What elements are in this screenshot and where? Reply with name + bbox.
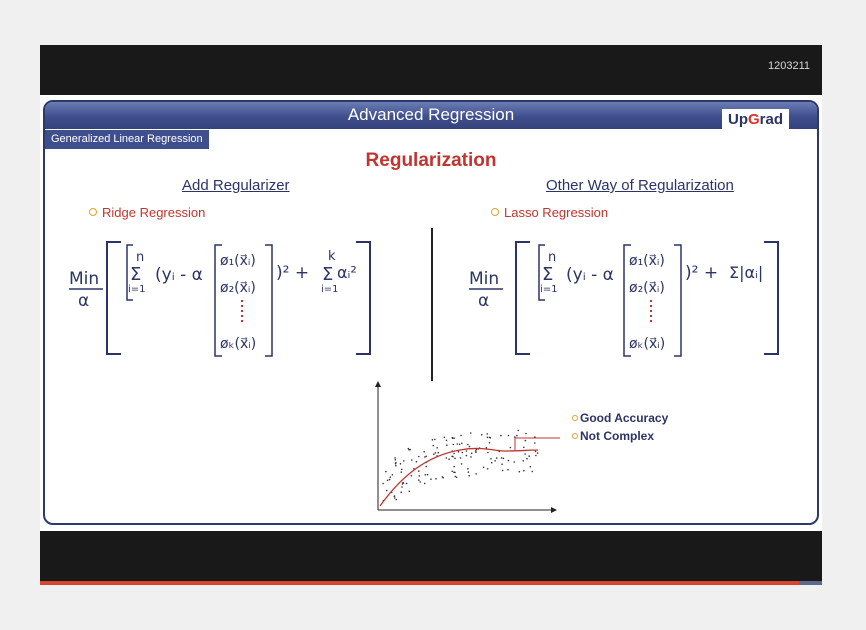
bullet-icon — [572, 415, 578, 421]
scatter-point — [394, 457, 396, 459]
scatter-point — [418, 456, 420, 458]
scatter-point — [483, 467, 485, 469]
scatter-point — [453, 437, 455, 439]
player-bottom-bar[interactable] — [40, 531, 822, 581]
video-id-label: 1203211 — [767, 60, 810, 72]
scatter-point — [401, 471, 403, 473]
scatter-point — [489, 442, 491, 444]
ridge-phi-1: ø₁(x⃗ᵢ) — [220, 253, 256, 269]
scatter-point — [508, 460, 510, 462]
scatter-point — [462, 452, 464, 454]
column-divider — [431, 228, 433, 381]
scatter-point — [419, 475, 421, 477]
scatter-point — [466, 455, 468, 457]
scatter-point — [425, 466, 427, 468]
scatter-point — [392, 474, 394, 476]
ridge-phi-k: øₖ(x⃗ᵢ) — [220, 336, 257, 352]
scatter-point — [452, 437, 454, 439]
scatter-point — [395, 465, 397, 467]
player-top-bar — [40, 45, 822, 95]
scatter-point — [453, 466, 455, 468]
scatter-point — [444, 437, 446, 439]
scatter-point — [532, 471, 534, 473]
scatter-point — [433, 453, 435, 455]
lasso-y-term: (yᵢ - α — [566, 265, 614, 285]
scatter-point — [475, 473, 477, 475]
scatter-point — [524, 453, 526, 455]
scatter-fit-chart — [370, 378, 560, 514]
ridge-min-text: Min — [69, 269, 100, 289]
ridge-sum-top: n — [136, 250, 145, 265]
scatter-point — [469, 446, 471, 448]
scatter-point — [418, 470, 420, 472]
scatter-point — [534, 442, 536, 444]
scatter-point — [453, 471, 455, 473]
scatter-point — [408, 448, 410, 450]
lasso-phi-k: øₖ(x⃗ᵢ) — [629, 336, 666, 352]
scatter-point — [501, 457, 503, 459]
scatter-point — [435, 478, 437, 480]
scatter-point — [494, 460, 496, 462]
lasso-alpha-text: α — [478, 291, 490, 311]
scatter-point — [430, 478, 432, 480]
scatter-point — [395, 459, 397, 461]
scatter-point — [490, 437, 492, 439]
scatter-point — [411, 459, 413, 461]
scatter-point — [432, 439, 434, 441]
scatter-point — [389, 479, 391, 481]
scatter-point — [453, 453, 455, 455]
scatter-point — [528, 455, 530, 457]
ridge-reg-sum: Σ — [322, 264, 334, 285]
scatter-point — [442, 476, 444, 478]
ridge-regression-label: Ridge Regression — [89, 205, 205, 220]
scatter-point — [402, 482, 404, 484]
scatter-point — [454, 458, 456, 460]
ridge-reg-term: αᵢ² — [337, 263, 357, 282]
scatter-point — [395, 462, 397, 464]
slide-area — [40, 95, 822, 531]
scatter-point — [522, 460, 524, 462]
scatter-point — [467, 468, 469, 470]
scatter-point — [396, 499, 398, 501]
slide-heading: Regularization — [365, 150, 497, 171]
scatter-point — [471, 453, 473, 455]
scatter-point — [438, 452, 440, 454]
scatter-point — [516, 435, 518, 437]
scatter-point — [448, 458, 450, 460]
scatter-point — [433, 445, 435, 447]
scatter-point — [507, 469, 509, 471]
bullet-icon — [491, 208, 499, 216]
scatter-point — [487, 452, 489, 454]
scatter-point — [535, 451, 537, 453]
progress-bar[interactable] — [40, 581, 822, 585]
scatter-point — [453, 444, 455, 446]
scatter-point — [427, 474, 429, 476]
scatter-point — [423, 451, 425, 453]
scatter-point — [411, 475, 413, 477]
scatter-point — [406, 483, 408, 485]
lasso-min-text: Min — [469, 269, 500, 289]
scatter-point — [418, 479, 420, 481]
lasso-phi-2: ø₂(x⃗ᵢ) — [629, 280, 665, 296]
ridge-alpha-text: α — [78, 291, 90, 311]
scatter-point — [467, 444, 469, 446]
scatter-point — [503, 458, 505, 460]
scatter-point — [458, 451, 460, 453]
scatter-point — [434, 439, 436, 441]
scatter-point — [508, 435, 510, 437]
scatter-point — [470, 432, 472, 434]
scatter-point — [461, 463, 463, 465]
scatter-point — [461, 443, 463, 445]
brand-logo: UpGrad — [722, 109, 789, 131]
scatter-point — [409, 491, 411, 493]
lasso-sum-top: n — [548, 250, 557, 265]
fit-curve — [380, 448, 538, 506]
bullet-icon — [572, 433, 578, 439]
lasso-regression-label: Lasso Regression — [491, 205, 608, 220]
scatter-point — [403, 460, 405, 462]
scatter-point — [394, 497, 396, 499]
scatter-point — [510, 447, 512, 449]
scatter-point — [416, 461, 418, 463]
scatter-point — [446, 444, 448, 446]
scatter-point — [382, 483, 384, 485]
legend-good-accuracy: Good Accuracy — [572, 411, 668, 425]
ridge-reg-bottom: i=1 — [321, 284, 339, 295]
scatter-point — [446, 457, 448, 459]
scatter-point — [517, 430, 519, 432]
scatter-point — [475, 451, 477, 453]
ridge-sum-bottom: i=1 — [128, 284, 146, 295]
scatter-point — [486, 447, 488, 449]
scatter-point — [491, 462, 493, 464]
ridge-reg-top: k — [328, 249, 336, 264]
scatter-point — [401, 469, 403, 471]
scatter-point — [456, 477, 458, 479]
lasso-reg-term: Σ|αᵢ| — [729, 263, 764, 282]
scatter-point — [457, 443, 459, 445]
lasso-close-term: )² + — [685, 263, 719, 283]
legend-not-complex: Not Complex — [572, 429, 654, 443]
scatter-point — [387, 480, 389, 482]
scatter-point — [490, 458, 492, 460]
scatter-point — [496, 457, 498, 459]
scatter-point — [455, 476, 457, 478]
scatter-point — [466, 450, 468, 452]
progress-fill — [40, 581, 799, 585]
scatter-point — [451, 471, 453, 473]
scatter-point — [530, 466, 532, 468]
scatter-point — [470, 456, 472, 458]
lasso-formula — [469, 242, 778, 356]
scatter-point — [401, 486, 403, 488]
section-label: Generalized Linear Regression — [45, 130, 209, 149]
slide-frame — [43, 100, 819, 525]
ridge-sum-symbol: Σ — [130, 264, 142, 285]
video-player[interactable] — [40, 45, 822, 585]
scatter-point — [400, 491, 402, 493]
scatter-point — [425, 456, 427, 458]
slide-title: Advanced Regression — [347, 105, 515, 124]
scatter-point — [519, 471, 521, 473]
scatter-point — [523, 470, 525, 472]
scatter-point — [460, 457, 462, 459]
scatter-point — [501, 463, 503, 465]
scatter-point — [468, 475, 470, 477]
scatter-point — [425, 474, 427, 476]
scatter-point — [537, 452, 539, 454]
ridge-phi-2: ø₂(x⃗ᵢ) — [220, 280, 256, 296]
lasso-phi-1: ø₁(x⃗ᵢ) — [629, 253, 665, 269]
ridge-y-term: (yᵢ - α — [155, 265, 203, 285]
scatter-point — [513, 461, 515, 463]
scatter-point — [394, 496, 396, 498]
scatter-point — [390, 476, 392, 478]
scatter-point — [400, 463, 402, 465]
scatter-point — [435, 452, 437, 454]
scatter-point — [386, 490, 388, 492]
scatter-point — [385, 471, 387, 473]
scatter-point — [502, 470, 504, 472]
scatter-point — [468, 471, 470, 473]
scatter-point — [526, 458, 528, 460]
lasso-sum-bottom: i=1 — [540, 284, 558, 295]
left-column-title: Add Regularizer — [182, 177, 290, 194]
scatter-point — [419, 481, 421, 483]
scatter-point — [523, 447, 525, 449]
scatter-point — [487, 468, 489, 470]
scatter-point — [525, 433, 527, 435]
scatter-point — [487, 437, 489, 439]
scatter-point — [459, 444, 461, 446]
scatter-point — [525, 440, 527, 442]
scatter-point — [451, 456, 453, 458]
ridge-close-term: )² + — [276, 263, 310, 283]
scatter-point — [481, 434, 483, 436]
scatter-point — [460, 435, 462, 437]
scatter-point — [436, 447, 438, 449]
legend-connector — [515, 438, 560, 451]
scatter-point — [486, 433, 488, 435]
scatter-point — [446, 440, 448, 442]
scatter-point — [535, 455, 537, 457]
right-column-title: Other Way of Regularization — [546, 177, 734, 194]
lasso-sum-symbol: Σ — [542, 264, 554, 285]
scatter-point — [424, 483, 426, 485]
scatter-point — [500, 435, 502, 437]
